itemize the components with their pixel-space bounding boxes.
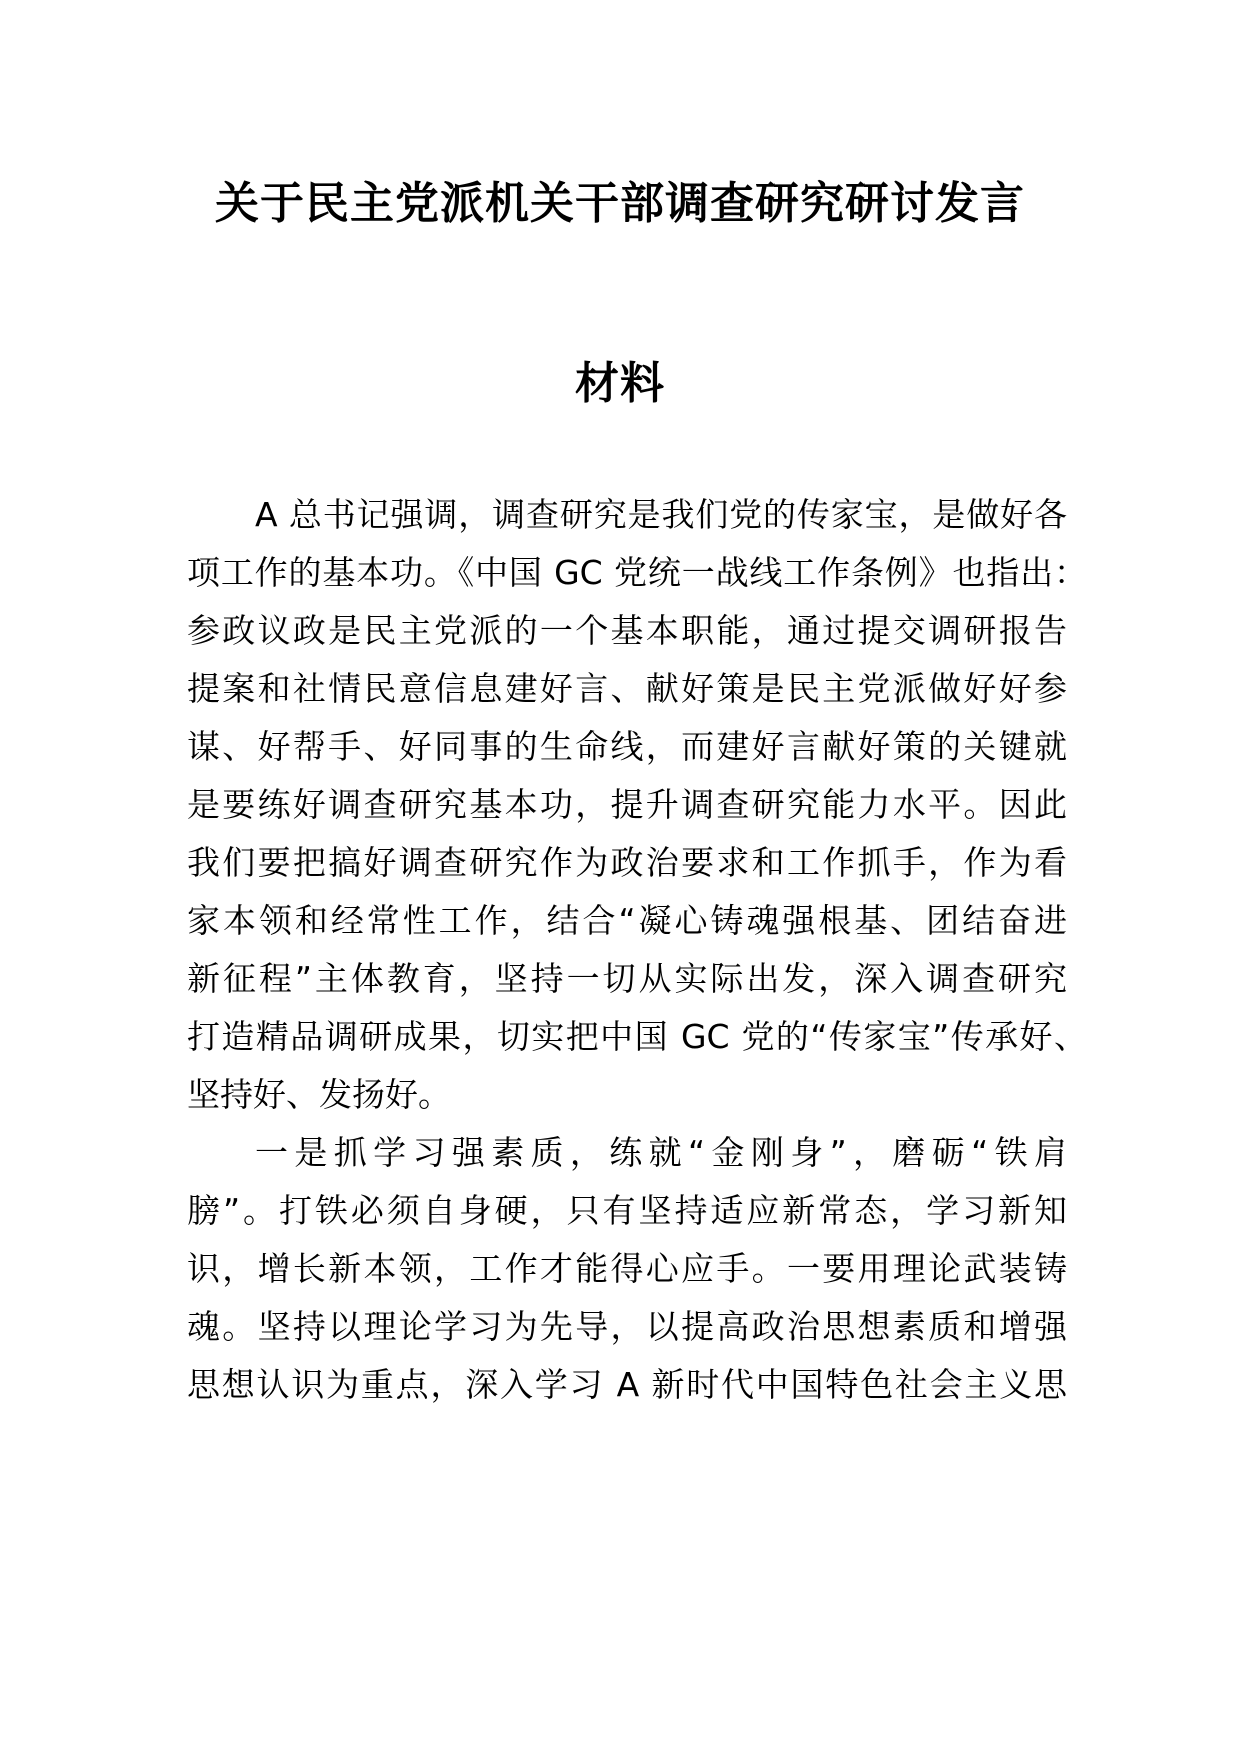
document-title-line-1: 关于民主党派机关干部调查研究研讨发言	[215, 178, 1025, 229]
paragraph-2-line-2: 膀”。打铁必须自身硬，只有坚持适应新常态，学习新知	[187, 1191, 1067, 1230]
paragraph-2-line-5: 思想认识为重点，深入学习 A 新时代中国特色社会主义思	[187, 1365, 1067, 1404]
paragraph-2-line-3: 识，增长新本领，工作才能得心应手。一要用理论武装铸	[187, 1249, 1067, 1288]
paragraph-1-line-7: 我们要把搞好调查研究作为政治要求和工作抓手，作为看	[187, 843, 1067, 882]
paragraph-1-line-6: 是要练好调查研究基本功，提升调查研究能力水平。因此	[187, 785, 1067, 824]
paragraph-1-line-8: 家本领和经常性工作，结合“凝心铸魂强根基、团结奋进	[187, 901, 1067, 940]
paragraph-1-line-2: 项工作的基本功。《中国 GC 党统一战线工作条例》也指出：	[187, 553, 1087, 592]
paragraph-1-line-5: 谋、好帮手、好同事的生命线，而建好言献好策的关键就	[187, 727, 1067, 766]
paragraph-1-line-9: 新征程”主体教育，坚持一切从实际出发，深入调查研究	[187, 959, 1067, 998]
document-title-line-2: 材料	[575, 358, 665, 409]
paragraph-1-line-4: 提案和社情民意信息建好言、献好策是民主党派做好好参	[187, 669, 1067, 708]
paragraph-1-line-1: A 总书记强调，调查研究是我们党的传家宝，是做好各	[255, 495, 1067, 534]
paragraph-1-line-3: 参政议政是民主党派的一个基本职能，通过提交调研报告	[187, 611, 1067, 650]
paragraph-1-line-11: 坚持好、发扬好。	[187, 1075, 451, 1114]
paragraph-1-line-10: 打造精品调研成果，切实把中国 GC 党的“传家宝”传承好、	[187, 1017, 1087, 1056]
paragraph-2-line-1: 一是抓学习强素质，练就“金刚身”，磨砺“铁肩	[255, 1133, 1067, 1172]
paragraph-2-line-4: 魂。坚持以理论学习为先导，以提高政治思想素质和增强	[187, 1307, 1067, 1346]
